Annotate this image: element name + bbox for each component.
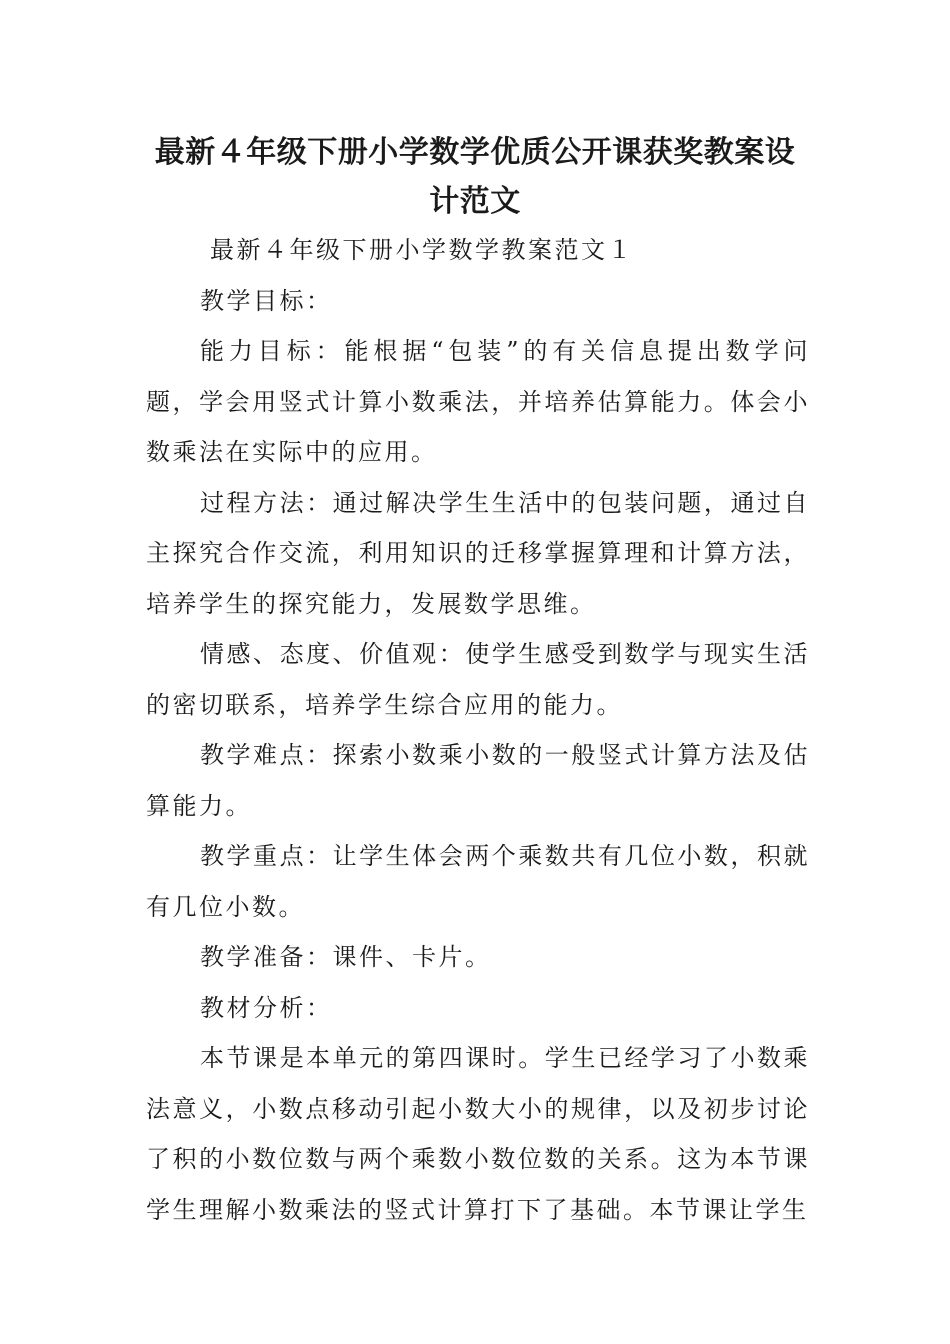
paragraph-lesson-description: 本节课是本单元的第四课时。学生已经学习了小数乘法意义，小数点移动引起小数大小的规律，以及初步讨论了积的小数位数与两个乘数小数位数的关系。这为本节课学生理解小数乘法的竖式计算打下了基础。本节课让学生 bbox=[146, 1044, 810, 1224]
paragraph-material-analysis: 教材分析： bbox=[200, 993, 333, 1022]
paragraph-teaching-difficulty: 教学难点：探索小数乘小数的一般竖式计算方法及估算能力。 bbox=[146, 741, 810, 820]
document-body bbox=[146, 225, 810, 1235]
document-title: 最新４年级下册小学数学优质公开课获奖教案设计范文 bbox=[154, 135, 796, 219]
paragraph-process-method: 过程方法：通过解决学生生活中的包装问题，通过自主探究合作交流，利用知识的迁移掌握算理和计算方法，培养学生的探究能力，发展数学思维。 bbox=[146, 488, 810, 618]
paragraph-teaching-objectives: 教学目标： bbox=[200, 286, 333, 315]
paragraph-emotion-values: 情感、态度、价值观：使学生感受到数学与现实生活的密切联系，培养学生综合应用的能力。 bbox=[146, 640, 810, 719]
paragraph-teaching-focus: 教学重点：让学生体会两个乘数共有几位小数，积就有几位小数。 bbox=[146, 842, 810, 921]
lesson-subtitle: 最新４年级下册小学数学教案范文１ bbox=[210, 236, 634, 264]
paragraph-teaching-preparation: 教学准备：课件、卡片。 bbox=[200, 943, 492, 971]
paragraph-ability-objective: 能力目标：能根据“包装”的有关信息提出数学问题，学会用竖式计算小数乘法，并培养估算能力。体会小数乘法在实际中的应用。 bbox=[146, 337, 810, 466]
